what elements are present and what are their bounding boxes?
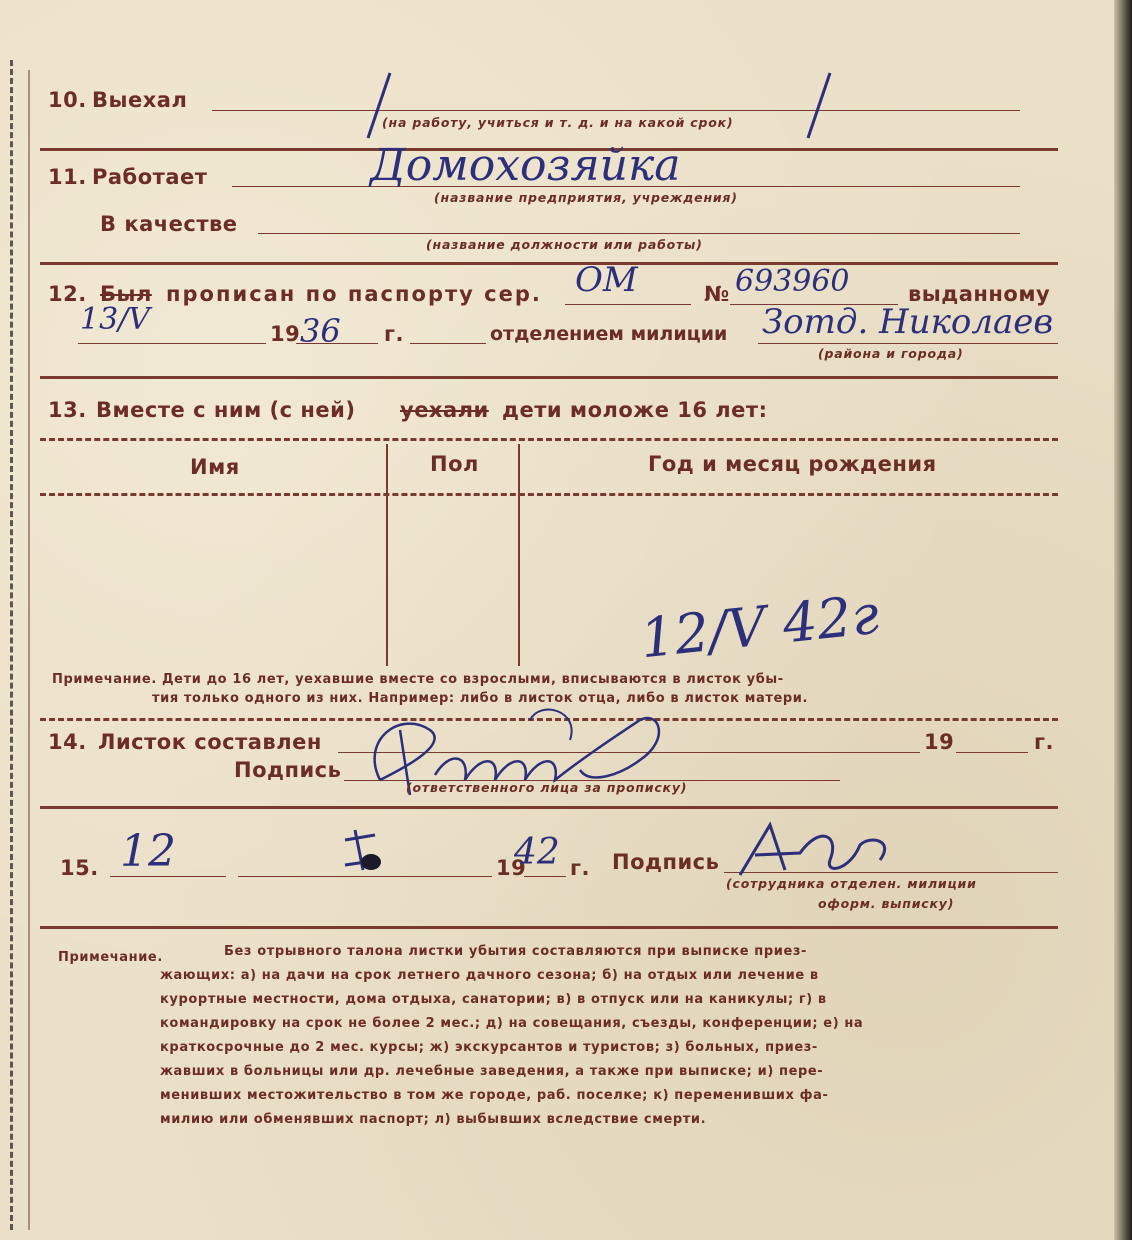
field-12-passport-label: прописан по паспорту сер. — [166, 282, 542, 306]
field-12-number-value: 693960 — [735, 264, 850, 299]
table-divider-1 — [386, 444, 388, 666]
note-2-line-1: Без отрывного талона листки убытия составляются при выписке приез- — [224, 944, 808, 959]
field-10-caption: (на работу, учиться и т. д. и на какой срок) — [382, 115, 734, 130]
field-11-label: Работает — [92, 165, 208, 189]
field-12-gap-line — [410, 343, 486, 344]
field-15-year: 42 — [514, 832, 560, 873]
field-15-month-mark — [335, 820, 395, 880]
stamp-date: 12/V 42г — [637, 582, 882, 671]
field-11-number: 11. — [48, 165, 87, 189]
field-12-year-suffix: г. — [384, 322, 404, 346]
rule-15 — [40, 926, 1058, 929]
field-12-number: 12. — [48, 282, 87, 306]
field-15-number: 15. — [60, 856, 99, 880]
field-12-year-prefix: 19 — [270, 322, 301, 346]
field-13-number: 13. — [48, 398, 87, 422]
table-header-rule — [40, 493, 1058, 496]
field-14-year-line — [956, 752, 1028, 753]
field-12-date-line — [78, 343, 266, 344]
field-11-caption-2: (название должности или работы) — [426, 237, 703, 252]
field-13-label-a: Вместе с ним (с ней) — [96, 398, 356, 422]
note-2-line-7: менивших местожительство в том же городе, раб. поселке; к) переменивших фа- — [160, 1088, 829, 1103]
field-12-struck: Был — [100, 282, 152, 306]
table-divider-2 — [518, 444, 520, 666]
field-11-position-line — [258, 233, 1020, 234]
field-15-year-prefix: 19 — [496, 856, 527, 880]
note-2-line-4: командировку на срок не более 2 мес.; д) на совещания, съезды, конференции; е) на — [160, 1016, 864, 1031]
field-15-day: 12 — [120, 826, 176, 877]
note-1-line-1: Примечание. Дети до 16 лет, уехавшие вместе со взрослыми, вписываются в листок убы- — [52, 672, 784, 687]
field-15-sign-label: Подпись — [612, 850, 720, 874]
tear-line — [28, 70, 30, 1230]
field-15-caption-2: оформ. выписку) — [818, 896, 955, 911]
rule-14 — [40, 806, 1058, 809]
field-15-caption-1: (сотрудника отделен. милиции — [726, 876, 977, 891]
field-12-series: ОМ — [575, 260, 638, 300]
rule-13-top — [40, 438, 1058, 441]
perforation-edge — [10, 60, 13, 1230]
field-11-value: Домохозяйка — [370, 140, 681, 191]
field-10-label: Выехал — [92, 88, 188, 112]
note-2-line-8: милию или обменявших паспорт; л) выбывших вследствие смерти. — [160, 1112, 707, 1127]
rule-11 — [40, 262, 1058, 265]
field-12-issued-label: выданному — [908, 282, 1051, 306]
field-11-position-label: В качестве — [100, 212, 238, 236]
note-2-line-2: жающих: а) на дачи на срок летнего дачного сезона; б) на отдых или лечение в — [160, 968, 819, 983]
field-13-label-b: дети моложе 16 лет: — [502, 398, 768, 422]
field-14-year-prefix: 19 — [924, 730, 955, 754]
table-header-sex: Пол — [430, 452, 479, 476]
field-12-caption: (района и города) — [818, 346, 964, 361]
note-2-line-6: жавших в больницы или др. лечебные заведения, а также при выписке; и) пере- — [160, 1064, 824, 1079]
field-14-caption: (ответственного лица за прописку) — [406, 780, 688, 795]
field-14-year-suffix: г. — [1034, 730, 1054, 754]
table-header-dob: Год и месяц рождения — [648, 452, 937, 476]
note-2-line-5: краткосрочные до 2 мес. курсы; ж) экскурсантов и туристов; з) больных, приез- — [160, 1040, 818, 1055]
field-12-police-value: Зотд. Николаев — [762, 302, 1054, 342]
field-10-pen-strokes — [360, 68, 840, 148]
note-2-head: Примечание. — [58, 950, 163, 965]
field-14-number: 14. — [48, 730, 87, 754]
table-header-name: Имя — [190, 455, 240, 479]
field-15-year-suffix: г. — [570, 856, 590, 880]
field-12-police-line — [758, 343, 1058, 344]
field-11-caption-1: (название предприятия, учреждения) — [434, 190, 738, 205]
field-12-police-label: отделением милиции — [490, 323, 728, 345]
field-13-struck: уехали — [400, 398, 489, 422]
field-14-sign-label: Подпись — [234, 758, 342, 782]
field-14-label: Листок составлен — [98, 730, 322, 754]
field-12-no-label: № — [704, 282, 730, 306]
field-15-year-line — [524, 876, 566, 877]
field-12-year: 36 — [300, 312, 341, 350]
field-12-series-line — [565, 304, 691, 305]
note-1-line-2: тия только одного из них. Например: либо в листок отца, либо в листок матери. — [152, 691, 809, 706]
rule-12 — [40, 376, 1058, 379]
field-12-date: 13/V — [80, 302, 150, 337]
note-2-line-3: курортные местности, дома отдыха, санатории; в) в отпуск или на каникулы; г) в — [160, 992, 827, 1007]
field-15-signature — [730, 815, 930, 885]
scan-edge — [1114, 0, 1132, 1240]
field-10-number: 10. — [48, 88, 87, 112]
